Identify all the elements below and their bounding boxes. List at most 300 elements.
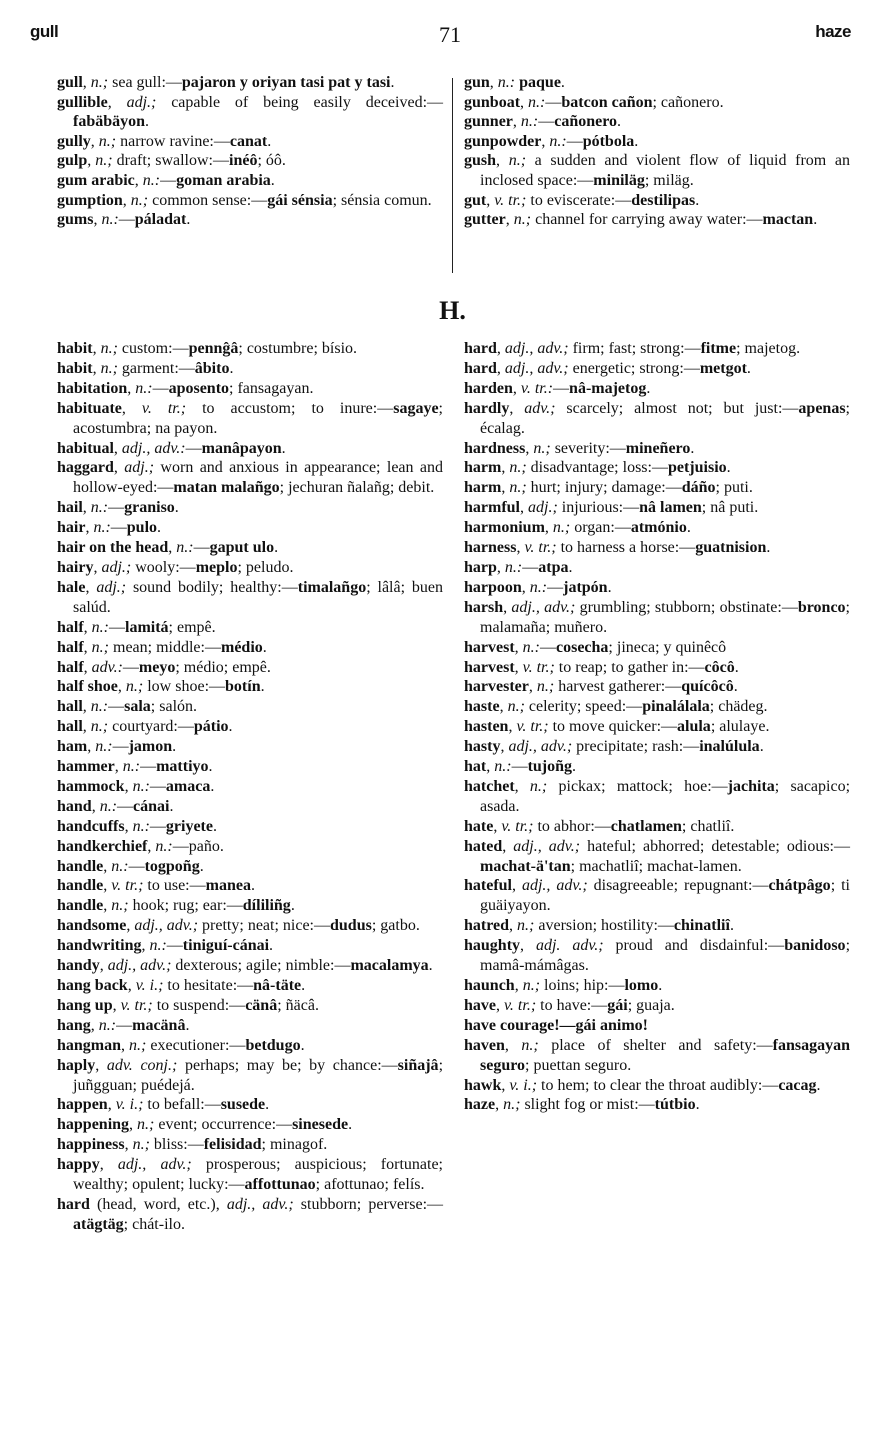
definition-text: perhaps; may be; by chance:—: [177, 1056, 398, 1074]
definition-text: ,: [124, 1136, 133, 1154]
definition-text: —: [149, 817, 166, 835]
headword: gush: [464, 152, 497, 170]
definition-text: scarcely; almost not; but just:—: [555, 399, 799, 417]
headword-or-translation: pulo: [126, 519, 158, 537]
definition-text: garment:—: [117, 359, 195, 377]
definition-text: aversion; hostility:—: [534, 917, 674, 935]
part-of-speech: n.;: [130, 191, 149, 209]
definition-text: dexterous; agile; nimble:—: [171, 957, 351, 975]
definition-text: .: [185, 1016, 190, 1034]
headword: haven: [464, 1036, 505, 1054]
definition-text: to harness a horse:—: [556, 539, 696, 557]
headword-or-translation: díliliñg: [242, 897, 291, 915]
definition-text: ,: [520, 937, 536, 955]
headword: habit: [57, 359, 93, 377]
dictionary-entry: [57, 936, 443, 956]
headword: harmonium: [464, 519, 545, 537]
definition-text: low shoe:—: [143, 678, 226, 696]
definition-text: .: [228, 718, 233, 736]
definition-text: ,: [92, 340, 101, 357]
definition-text: ,: [121, 399, 142, 417]
definition-text: .: [686, 519, 691, 537]
dictionary-entry: [57, 171, 443, 191]
dictionary-entry: [57, 191, 443, 211]
part-of-speech: n.:: [155, 837, 173, 855]
part-of-speech: n.:: [529, 578, 548, 596]
definition-text: .: [169, 797, 174, 815]
dictionary-entry: [464, 210, 850, 230]
part-of-speech: n.;: [536, 678, 555, 696]
dictionary-entry: [57, 896, 443, 916]
definition-text: to befall:—: [143, 1096, 221, 1114]
headword: gunboat: [464, 93, 521, 111]
definition-text: —paño.: [172, 837, 224, 855]
g-entries-right-column: [464, 73, 850, 230]
definition-text: .: [260, 678, 265, 696]
dictionary-entry: [57, 399, 443, 439]
headword-or-translation: siñajâ: [397, 1056, 439, 1074]
definition-text: ,: [113, 459, 125, 477]
part-of-speech: adj., adv.;: [508, 738, 573, 756]
definition-text: ,: [126, 917, 135, 935]
definition-text: to use:—: [143, 877, 206, 895]
definition-text: ; juñgguan; puédejá.: [73, 1056, 444, 1094]
definition-text: courtyard:—: [108, 718, 194, 736]
definition-text: ,: [85, 519, 94, 537]
dictionary-entry: [57, 697, 443, 717]
definition-text: ,: [509, 917, 518, 935]
headword: haggard: [57, 459, 114, 477]
part-of-speech: n.;: [91, 638, 109, 656]
headword: habitual: [57, 439, 114, 457]
part-of-speech: v. tr.;: [120, 996, 153, 1014]
part-of-speech: n.;: [522, 977, 541, 994]
headword-or-translation: betdugo: [245, 1036, 301, 1054]
headword-or-translation: banidoso: [784, 937, 846, 955]
dictionary-entry: [57, 757, 443, 777]
headword-or-translation: manâpayon: [201, 439, 282, 457]
definition-text: .: [290, 897, 295, 915]
definition-text: .: [560, 74, 565, 91]
dictionary-entry: [464, 578, 850, 598]
definition-text: ,: [87, 738, 96, 756]
definition-text: ; empê.: [168, 618, 216, 636]
headword: harm: [464, 459, 502, 477]
definition-text: ,: [501, 479, 510, 497]
definition-text: .: [186, 211, 191, 229]
part-of-speech: n.:: [528, 93, 546, 111]
part-of-speech: adj., adv.;: [504, 340, 569, 357]
headword-or-translation: machat-ä'tan: [480, 857, 571, 875]
definition-text: to hem; to clear the throat audibly:—: [537, 1076, 779, 1094]
headword: hair: [57, 519, 86, 537]
definition-text: to have:—: [536, 996, 608, 1014]
headword: hammer: [57, 758, 115, 776]
definition-text: executioner:—: [146, 1036, 246, 1054]
definition-text: to reap; to gather in:—: [554, 658, 705, 676]
headword: habitation: [57, 379, 128, 397]
headword-or-translation: sinesede: [292, 1116, 349, 1134]
part-of-speech: n.:: [520, 113, 539, 131]
headword-or-translation: mattiyo: [156, 758, 209, 776]
part-of-speech: n.;: [95, 152, 113, 170]
headword-or-translation: nâ lamen: [639, 499, 702, 517]
dictionary-entry: [57, 1115, 443, 1135]
headword-or-translation: mactan: [762, 211, 814, 229]
part-of-speech: adj., adv.;: [107, 957, 172, 975]
definition-text: ,: [500, 738, 509, 756]
definition-text: .: [658, 977, 663, 994]
definition-text: .: [265, 1096, 270, 1114]
dictionary-entry: [464, 916, 850, 936]
definition-text: .: [301, 977, 306, 994]
definition-text: ,: [117, 678, 126, 696]
running-head-right: haze: [815, 22, 851, 41]
definition-text: —: [116, 1016, 133, 1034]
headword: gulp: [57, 152, 88, 170]
part-of-speech: adj., adv.;: [504, 359, 569, 377]
headword-or-translation: chatlamen: [610, 817, 682, 835]
headword-or-translation: graniso: [124, 499, 175, 517]
definition-text: ,: [486, 191, 495, 209]
definition-text: ,: [112, 996, 121, 1014]
part-of-speech: v. i.;: [135, 977, 164, 994]
headword: gumption: [57, 191, 123, 209]
definition-text: ,: [147, 837, 156, 855]
definition-text: ; peludo.: [237, 558, 294, 576]
dictionary-entry: [464, 132, 850, 152]
headword-or-translation: manea: [205, 877, 251, 895]
dictionary-entry: [464, 777, 850, 817]
definition-text: ,: [514, 658, 523, 676]
definition-text: ,: [516, 539, 525, 557]
headword-or-translation: togpoñg: [144, 857, 200, 875]
dictionary-entry: [464, 837, 850, 877]
headword-or-translation: jachita: [727, 777, 775, 795]
definition-text: precipitate; rash:—: [572, 738, 700, 756]
definition-text: .: [634, 132, 639, 150]
headword: hangman: [57, 1036, 122, 1054]
part-of-speech: n.;: [552, 519, 571, 537]
headword: handle: [57, 877, 104, 895]
headword-or-translation: macänâ: [132, 1016, 186, 1034]
headword: ham: [57, 738, 88, 756]
definition-text: ,: [114, 758, 123, 776]
headword: hall: [57, 698, 83, 716]
headword-or-translation: susede: [220, 1096, 266, 1114]
definition-text: .: [212, 817, 217, 835]
headword: gully: [57, 132, 91, 150]
dictionary-entry: [464, 339, 850, 359]
headword: handwriting: [57, 937, 142, 955]
headword-or-translation: médio: [220, 638, 263, 656]
definition-text: —: [149, 777, 166, 795]
part-of-speech: n.;: [90, 718, 109, 736]
headword: harpoon: [464, 578, 522, 596]
definition-text: ; médio; empê.: [175, 658, 271, 676]
dictionary-entry: [464, 638, 850, 658]
definition-text: ,: [141, 937, 150, 955]
part-of-speech: n.:: [149, 937, 167, 955]
headword: hard: [57, 1195, 90, 1213]
definition-text: .: [607, 578, 612, 596]
headword: hair on the head: [57, 539, 169, 557]
definition-text: ,: [502, 837, 514, 855]
part-of-speech: adj. adv.;: [535, 937, 604, 955]
headword: harvester: [464, 678, 529, 696]
definition-text: .: [270, 171, 275, 189]
part-of-speech: adj., adv.;: [521, 877, 588, 895]
definition-text: ,: [103, 877, 112, 895]
definition-text: .: [145, 113, 150, 131]
headword: hawk: [464, 1076, 502, 1094]
headword: happening: [57, 1116, 130, 1134]
dictionary-entry: [464, 458, 850, 478]
part-of-speech: n.;: [137, 1116, 155, 1134]
part-of-speech: v. tr.;: [501, 817, 534, 835]
definition-text: .: [646, 379, 651, 397]
dictionary-entry: [464, 73, 850, 93]
definition-text: ,: [127, 977, 136, 994]
part-of-speech: n.:: [494, 758, 512, 776]
definition-text: ,: [107, 1096, 116, 1114]
definition-text: .: [568, 558, 573, 576]
headword: half: [57, 618, 84, 636]
definition-text: —: [110, 519, 127, 537]
headword-or-translation: tútbio: [654, 1096, 696, 1114]
definition-text: slight fog or mist:—: [520, 1096, 655, 1114]
definition-text: severity:—: [550, 439, 626, 457]
dictionary-entry: [464, 697, 850, 717]
headword: harm: [464, 479, 502, 497]
headword-or-translation: miniläg: [593, 171, 645, 189]
headword-or-translation: goman arabia: [176, 171, 271, 189]
part-of-speech: adj.;: [124, 459, 155, 477]
dictionary-entry: [464, 876, 850, 916]
headword-or-translation: paque: [519, 74, 561, 91]
definition-text: ,: [496, 340, 505, 357]
headword-or-translation: pótbola: [582, 132, 635, 150]
definition-text: ,: [544, 519, 553, 537]
part-of-speech: n.:: [98, 1016, 117, 1034]
dictionary-entry: [464, 191, 850, 211]
definition-text: .: [617, 113, 622, 131]
headword-or-translation: cänâ: [245, 996, 278, 1014]
headword-or-translation: dáño: [681, 479, 716, 497]
headword-or-translation: inéô: [229, 152, 258, 170]
definition-text: .: [813, 211, 818, 229]
dictionary-entry: [57, 638, 443, 658]
definition-text: ; écalag.: [480, 399, 850, 437]
dictionary-entry: [57, 1016, 443, 1036]
part-of-speech: n.;: [98, 132, 117, 150]
definition-text: .: [157, 519, 162, 537]
part-of-speech: n.;: [521, 1036, 539, 1054]
dictionary-entry: [464, 996, 850, 1016]
definition-text: firm; fast; strong:—: [568, 340, 701, 357]
headword-or-translation: batcon cañon: [561, 93, 653, 111]
headword-or-translation: cañonero: [554, 113, 618, 131]
part-of-speech: n.:: [142, 171, 161, 189]
part-of-speech: v. tr.;: [504, 996, 537, 1014]
part-of-speech: n.:: [522, 638, 540, 656]
dictionary-entry: [57, 658, 443, 678]
part-of-speech: n.:: [497, 74, 516, 91]
headword: harsh: [464, 598, 504, 616]
headword-or-translation: jamon: [128, 738, 173, 756]
part-of-speech: v. i.;: [509, 1076, 538, 1094]
h-entries-right-column: [464, 339, 850, 1115]
part-of-speech: adv. conj.;: [106, 1056, 178, 1074]
definition-text: ; miläg.: [644, 171, 694, 189]
dictionary-entry: [57, 151, 443, 171]
part-of-speech: v. tr.;: [516, 718, 549, 736]
definition-text: ,: [499, 698, 508, 716]
headword: handle: [57, 897, 104, 915]
part-of-speech: v. i.;: [115, 1096, 144, 1114]
dictionary-entry: [57, 996, 443, 1016]
definition-text: energetic; strong:—: [568, 359, 700, 377]
headword-or-translation: pajaron y oriyan tasi pat y tasi: [181, 74, 391, 91]
headword: handy: [57, 957, 100, 975]
part-of-speech: n.:: [504, 558, 523, 576]
definition-text: ,: [83, 638, 92, 656]
definition-text: —: [547, 578, 564, 596]
definition-text: ,: [496, 359, 505, 377]
definition-text: .: [695, 1096, 700, 1114]
definition-text: disadvantage; loss:—: [526, 459, 668, 477]
dictionary-entry: [464, 518, 850, 538]
definition-text: pickax; mattock; hoe:—: [547, 777, 728, 795]
headword: gull: [57, 74, 83, 91]
definition-text: to suspend:—: [152, 996, 246, 1014]
definition-text: ,: [541, 132, 550, 150]
definition-text: to move quicker:—: [548, 718, 678, 736]
definition-text: to hesitate:—: [163, 977, 254, 994]
headword-or-translation: pennĝâ: [188, 340, 239, 357]
headword-or-translation: pinalálala: [642, 698, 710, 716]
dictionary-entry: [57, 578, 443, 618]
part-of-speech: adj., adv.;: [117, 1156, 192, 1174]
definition-text: ,: [168, 539, 177, 557]
definition-text: ,: [501, 1076, 510, 1094]
part-of-speech: n.:: [132, 817, 150, 835]
dictionary-entry: [57, 817, 443, 837]
headword: happen: [57, 1096, 108, 1114]
headword: harmful: [464, 499, 520, 517]
definition-text: ,: [495, 1096, 504, 1114]
part-of-speech: adj., adv.;: [513, 837, 581, 855]
headword: harness: [464, 539, 517, 557]
headword-or-translation: canat: [229, 132, 268, 150]
headword-or-translation: botín: [225, 678, 261, 696]
definition-text: ,: [82, 718, 91, 736]
part-of-speech: adj.;: [96, 578, 127, 596]
part-of-speech: n.;: [508, 152, 527, 170]
definition-text: capable of being easily deceived:—: [156, 93, 444, 111]
headword-or-translation: macalamya: [350, 957, 429, 975]
definition-text: .: [274, 539, 279, 557]
dictionary-entry: [57, 1155, 443, 1195]
headword-or-translation: cánai: [133, 797, 170, 815]
definition-text: injurious:—: [557, 499, 640, 517]
headword-or-translation: alula: [677, 718, 711, 736]
definition-text: .: [733, 678, 738, 696]
headword-or-translation: lomo: [624, 977, 659, 994]
page-number: 71: [439, 22, 461, 47]
definition-text: organ:—: [570, 519, 631, 537]
headword-or-translation: gaput ulo: [209, 539, 275, 557]
dictionary-entry: [57, 210, 443, 230]
headword-or-translation: cosecha: [555, 638, 609, 656]
dictionary-entry: [464, 1076, 850, 1096]
headword: half: [57, 638, 84, 656]
definition-text: ,: [520, 499, 528, 517]
headword: gum arabic: [57, 171, 135, 189]
definition-text: .: [262, 638, 267, 656]
h-entries-left-column: [57, 339, 443, 1235]
dictionary-entry: [57, 737, 443, 757]
headword: hard: [464, 359, 497, 377]
definition-text: ,: [107, 93, 127, 111]
headword: haste: [464, 698, 500, 716]
definition-text: ; majetog.: [736, 340, 801, 357]
definition-text: prosperous; auspicious; fortunate; wealthy; opulent; lucky:—: [73, 1156, 444, 1194]
headword: hasty: [464, 738, 501, 756]
definition-text: .: [348, 1116, 353, 1134]
headword: half shoe: [57, 678, 118, 696]
definition-text: pretty; neat; nice:—: [198, 917, 330, 935]
part-of-speech: v. tr.:: [520, 379, 554, 397]
headword: handcuffs: [57, 817, 125, 835]
headword: hale: [57, 578, 86, 596]
definition-text: ; afottunao; felís.: [315, 1176, 425, 1194]
headword: harvest: [464, 658, 515, 676]
dictionary-entry: [464, 976, 850, 996]
part-of-speech: n.:: [91, 618, 109, 636]
part-of-speech: n.;: [132, 1136, 150, 1154]
definition-text: ,: [87, 152, 96, 170]
part-of-speech: n.:: [99, 797, 118, 815]
headword-or-translation: affottunao: [244, 1176, 316, 1194]
definition-text: ,: [121, 1036, 130, 1054]
part-of-speech: n.:: [549, 132, 567, 150]
definition-text: draft; swallow:—: [112, 152, 229, 170]
dictionary-entry: [57, 132, 443, 152]
running-head-left: gull: [30, 22, 59, 41]
definition-text: ,: [82, 698, 91, 716]
headword-or-translation: fansagayan seguro: [480, 1036, 851, 1074]
definition-text: ,: [525, 439, 534, 457]
definition-text: ; machatliî; machat-lamen.: [570, 857, 742, 875]
section-heading: H.: [439, 296, 466, 325]
part-of-speech: n.;: [503, 1096, 521, 1114]
definition-text: ,: [501, 459, 510, 477]
definition-text: .: [746, 359, 751, 377]
definition-text: ,: [113, 439, 122, 457]
part-of-speech: n.;: [129, 1036, 147, 1054]
headword-or-translation: aposento: [168, 379, 230, 397]
g-entries-left-column: [57, 73, 443, 230]
dictionary-entry: [57, 339, 443, 359]
dictionary-entry: [57, 677, 443, 697]
dictionary-entry: [57, 876, 443, 896]
headword: half: [57, 658, 84, 676]
definition-text: ,: [103, 897, 112, 915]
definition-text: stubborn; perverse:—: [293, 1195, 444, 1213]
dictionary-entry: [464, 112, 850, 132]
headword: haughty: [464, 937, 521, 955]
